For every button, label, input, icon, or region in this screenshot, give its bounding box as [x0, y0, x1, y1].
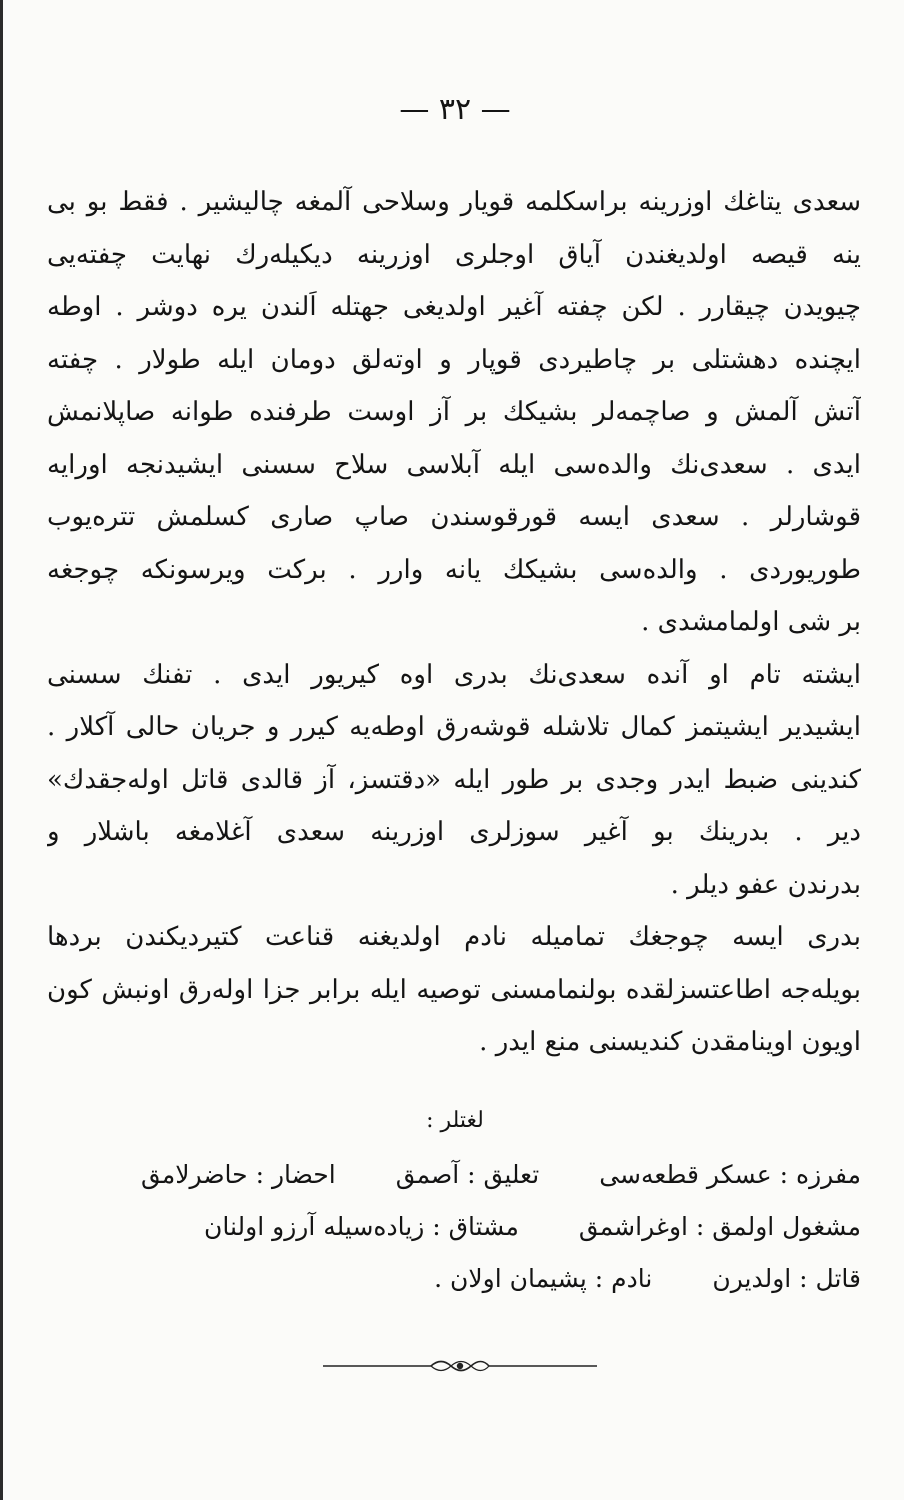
text-line: بدری ایسه چوجغك تماميله نادم اولدیغنه قناعت کتیردیکندن بردها — [47, 922, 861, 952]
glossary-entry: مشغول اولمق : اوغراشمق — [578, 1211, 861, 1241]
glossary-entry: احضار : حاضرلامق — [141, 1159, 336, 1189]
glossary-title: لغتلر : — [426, 1108, 484, 1133]
glossary-entry: قاتل : اولدیرن — [712, 1263, 861, 1293]
text-line: دیر . بدرینك بو آغیر سوزلری اوزرینه سعدی آغلامغه باشلار و — [47, 817, 861, 847]
text-line: بدرندن عفو دیلر . — [670, 869, 861, 900]
text-line: طوریوردی . والده‌سی بشیکك یانه وارر . برکت ویرسونکه چوجغه — [47, 554, 861, 585]
glossary-entry: مفرزه : عسکر قطعه‌سی — [599, 1159, 861, 1189]
text-line: اویون اوینامقدن کندیسنی منع ایدر . — [479, 1027, 861, 1057]
page-number-header: — ٣٢ — — [399, 92, 511, 127]
text-line: قوشارلر . سعدی ایسه قورقوسندن صاپ صاری کسلمش تتره‌یوب — [47, 502, 861, 532]
text-line: کندینی ضبط ایدر وجدی بر طور ایله «دقتسز، آز قالدی قاتل اوله‌جقدك» — [47, 764, 861, 795]
text-line: سعدی یتاغك اوزرینه براسکلمه قویار وسلاحی آلمغه چالیشیر . فقط بو بی — [47, 187, 861, 217]
text-line: بویله‌جه اطاعتسزلقده بولنمامسنی توصیه ایله برابر جزا اوله‌رق اونبش کون — [47, 974, 861, 1005]
glossary — [47, 1148, 861, 1304]
ornament-divider — [323, 1354, 597, 1378]
glossary-row — [47, 1148, 861, 1200]
glossary-entry: تعلیق : آصمق — [395, 1159, 540, 1189]
text-line: ایچنده دهشتلی بر چاطیردی قوپار و اوته‌لق دومان ایله طولار . چفته — [47, 344, 861, 375]
glossary-entry: مشتاق : زیاده‌سیله آرزو اولنان — [204, 1211, 519, 1241]
body-text — [47, 176, 861, 1069]
text-line: ایدی . سعدی‌نك والده‌سی ایله آبلاسی سلاح سسنی ایشیدنجه اورایه — [47, 449, 861, 480]
text-line: بر شی اولمامشدی . — [641, 607, 861, 637]
text-line: آتش آلمش و صاچمه‌لر بشیکك بر آز اوست طرفنده طوانه صاپلانمش — [47, 397, 861, 427]
glossary-row — [47, 1200, 861, 1252]
glossary-row — [47, 1252, 861, 1304]
text-line: چیویدن چیقارر . لکن چفته آغیر اولدیغی جهتله اَلندن یره دوشر . اوطه — [47, 292, 861, 322]
text-line: ایشته تام او آنده سعدی‌نك بدری اوه کیریور ایدی . تفنك سسنی — [47, 659, 861, 690]
text-line: ایشیدیر ایشیتمز کمال تلاشله قوشه‌رق اوطه‌یه کیرر و جریان حالی آکلار . — [47, 712, 861, 742]
glossary-entry: نادم : پشیمان اولان . — [434, 1263, 653, 1293]
text-line: ینه قیصه اولدیغندن آیاق اوجلری اوزرینه دیکیله‌رك نهایت چفته‌یی — [47, 239, 861, 270]
